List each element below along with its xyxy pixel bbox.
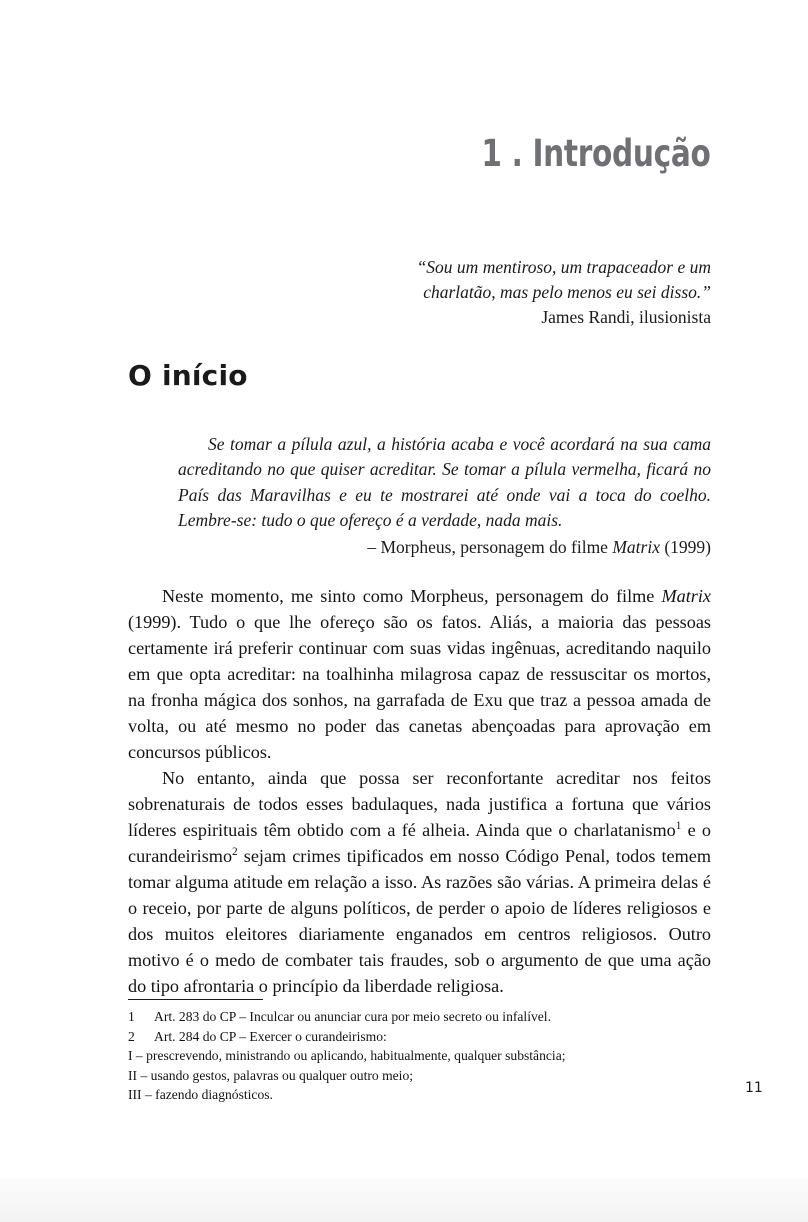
epigraph bbox=[361, 255, 711, 330]
footnote-ref-2[interactable]: 2 bbox=[232, 845, 238, 858]
footnote-sub-item: III – fazendo diagnósticos. bbox=[128, 1087, 273, 1102]
footnote-number: 1 bbox=[128, 1009, 135, 1024]
block-quote-text: Se tomar a pílula azul, a história acaba e você acordará na sua cama acreditando no que quiser acreditar. Se tomar a pílula vermelha, ficará no País das Maravilhas e eu te mostrarei até onde vai a toca do coelho. Lembre-se: tudo o que ofereço é a verdade, nada mais. bbox=[178, 434, 711, 531]
footnote-item bbox=[128, 1027, 711, 1047]
page-number: 11 bbox=[745, 1080, 763, 1096]
attribution-prefix: – Morpheus, personagem do filme bbox=[367, 536, 613, 557]
footnote-number: 2 bbox=[128, 1028, 135, 1044]
attribution-suffix: (1999) bbox=[659, 536, 711, 557]
paragraph-1 bbox=[128, 583, 711, 765]
footnote-sub-item: II – usando gestos, palavras ou qualquer outro meio; bbox=[128, 1067, 414, 1083]
block-quote-attribution bbox=[178, 534, 711, 561]
text-block bbox=[128, 0, 711, 1178]
footnote-text: Art. 283 do CP – Inculcar ou anunciar cura por meio secreto ou infalível. bbox=[154, 1009, 551, 1024]
chapter-title: 1 . Introdução bbox=[481, 131, 711, 175]
paragraph-1-film-title: Matrix bbox=[661, 586, 711, 606]
epigraph-source: James Randi, ilusionista bbox=[541, 307, 711, 327]
footnotes-section bbox=[128, 999, 711, 1105]
paragraph-1-part-1: Neste momento, me sinto como Morpheus, personagem do filme bbox=[162, 586, 662, 606]
footnote-text: Art. 284 do CP – Exercer o curandeirismo: bbox=[154, 1028, 387, 1044]
paragraph-2 bbox=[128, 765, 711, 999]
viewer-gutter bbox=[0, 1178, 808, 1222]
paragraph-1-part-2: (1999). Tudo o que lhe ofereço são os fatos. Aliás, a maioria das pessoas certamente irá preferir continuar com suas vidas ingênuas, acreditando naquilo em que opta acreditar: na toalhinha milagrosa capaz de ressuscitar os mortos, na fronha mágica dos sonhos, na garrafada de Exu que traz a pessoa amada de volta, ou até mesmo no poder das canetas abençoadas para aprovação em concursos públicos. bbox=[128, 612, 711, 762]
attribution-title: Matrix bbox=[612, 536, 660, 557]
block-quote bbox=[178, 432, 711, 561]
footnote-ref-1[interactable]: 1 bbox=[675, 819, 682, 832]
footnote-item bbox=[128, 1007, 711, 1027]
paragraph-2-part-2: e o curandeirismo bbox=[128, 820, 712, 866]
paragraph-2-part-3: sejam crimes tipificados em nosso Código Penal, todos temem tomar alguma atitude em relação a isso. As razões são várias. A primeira delas é o receio, por parte de alguns políticos, de perder o apoio de líderes religiosos e dos muitos eleitores diariamente enganados em centros religiosos. Outro motivo é o medo de combater tais fraudes, sob o argumento de que uma ação do tipo afrontaria o princípio da liberdade religiosa. bbox=[128, 846, 711, 996]
epigraph-quote: “Sou um mentiroso, um trapaceador e um charlatão, mas pelo menos eu sei disso.” bbox=[416, 257, 711, 302]
paragraph-2-part-1: No entanto, ainda que possa ser reconfortante acreditar nos feitos sobrenaturais de todos esses badulaques, nada justifica a fortuna que vários líderes espirituais têm obtido com a fé alheia. Ainda que o charlatanismo bbox=[128, 768, 711, 840]
section-heading: O início bbox=[128, 359, 248, 392]
footnote-sub-item: I – prescrevendo, ministrando ou aplicando, habitualmente, qualquer substância; bbox=[128, 1048, 566, 1063]
body-copy bbox=[128, 583, 711, 999]
footnote-separator-rule bbox=[128, 999, 263, 1000]
